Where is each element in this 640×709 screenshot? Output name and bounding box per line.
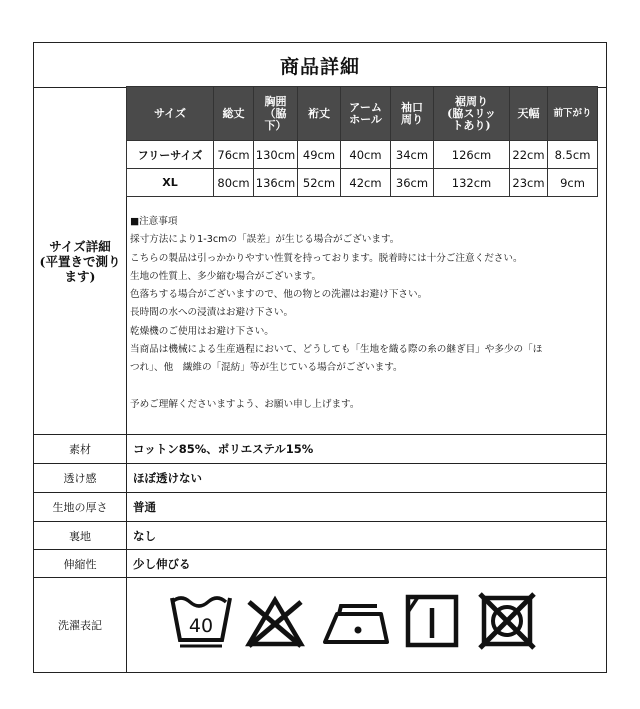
table-cell: 8.5cm <box>548 141 598 169</box>
table-row <box>127 141 598 169</box>
line-dry-icon <box>403 592 461 650</box>
transparency-value: ほぼ透けない <box>133 471 202 485</box>
table-cell: 40cm <box>341 141 391 169</box>
table-cell: 34cm <box>391 141 434 169</box>
care-label: 洗濯表記 <box>58 619 102 632</box>
size-detail-label: サイズ詳細 (平置きで測り ます) <box>39 238 121 284</box>
note-line: つれ」、他 繊維の「混紡」等が生じている場合がございます。 <box>130 362 403 374</box>
table-cell: 22cm <box>510 141 548 169</box>
table-cell: XL <box>127 169 214 197</box>
table-row <box>127 169 598 197</box>
header-front-drop: 前下がり <box>548 87 598 141</box>
table-cell: 9cm <box>548 169 598 197</box>
note-line: 当商品は機械による生産過程において、どうしても「生地を織る際の糸の継ぎ目」や多少の「ほ <box>130 344 543 356</box>
table-cell: 42cm <box>341 169 391 197</box>
wash-40-icon <box>168 592 234 650</box>
note-line: こちらの製品は引っかかりやすい性質を持っております。脱着時には十分ご注意ください。 <box>130 252 523 264</box>
table-cell: 36cm <box>391 169 434 197</box>
thickness-value: 普通 <box>133 500 156 514</box>
material-value: コットン85%、ポリエステル15% <box>133 442 314 456</box>
header-size: サイズ <box>127 87 214 141</box>
header-length: 総丈 <box>214 87 254 141</box>
low-iron-icon <box>321 592 393 650</box>
size-table <box>126 86 598 197</box>
table-cell: 136cm <box>254 169 298 197</box>
no-tumble-dry-icon <box>477 592 537 650</box>
table-cell: 126cm <box>434 141 510 169</box>
care-notes <box>130 213 606 414</box>
note-line: 長時間の水への浸漬はお避け下さい。 <box>130 307 294 319</box>
material-label: 素材 <box>69 443 91 456</box>
stretch-value: 少し伸びる <box>133 556 191 571</box>
header-neck-width: 天幅 <box>510 87 548 141</box>
size-table-header <box>127 87 598 141</box>
care-icons <box>165 592 565 652</box>
page-title: 商品詳細 <box>34 43 606 88</box>
note-line: 採寸方法により1-3cmの「誤差」が生じる場合がございます。 <box>130 234 400 246</box>
transparency-label: 透け感 <box>63 472 97 485</box>
table-cell: 76cm <box>214 141 254 169</box>
table-cell: 132cm <box>434 169 510 197</box>
no-bleach-icon <box>243 592 307 650</box>
table-cell: 49cm <box>298 141 341 169</box>
notes-heading: ■注意事項 <box>130 216 178 227</box>
table-cell: 80cm <box>214 169 254 197</box>
note-line: 乾燥機のご使用はお避け下さい。 <box>130 325 274 337</box>
table-cell: 130cm <box>254 141 298 169</box>
note-line: 色落ちする場合がございますので、他の物との洗濯はお避け下さい。 <box>130 289 428 301</box>
thickness-label: 生地の厚さ <box>52 501 108 514</box>
lining-label: 裏地 <box>69 529 91 543</box>
note-line: 生地の性質上、多少縮む場合がございます。 <box>130 270 322 282</box>
header-hem: 裾周り (脇スリッ トあり) <box>434 87 510 141</box>
header-armhole: アーム ホール <box>341 87 391 141</box>
header-chest: 胸囲 （脇 下） <box>254 87 298 141</box>
svg-text:40: 40 <box>188 615 214 637</box>
header-cuff: 袖口 周り <box>391 87 434 141</box>
notes-footer: 予めご理解くださいますよう、お願い申し上げます。 <box>130 398 360 410</box>
table-cell: 52cm <box>298 169 341 197</box>
stretch-label: 伸縮性 <box>63 557 97 571</box>
table-cell: フリーサイズ <box>127 141 214 169</box>
lining-value: なし <box>133 528 156 543</box>
header-sleeve-length: 裄丈 <box>298 87 341 141</box>
table-cell: 23cm <box>510 169 548 197</box>
